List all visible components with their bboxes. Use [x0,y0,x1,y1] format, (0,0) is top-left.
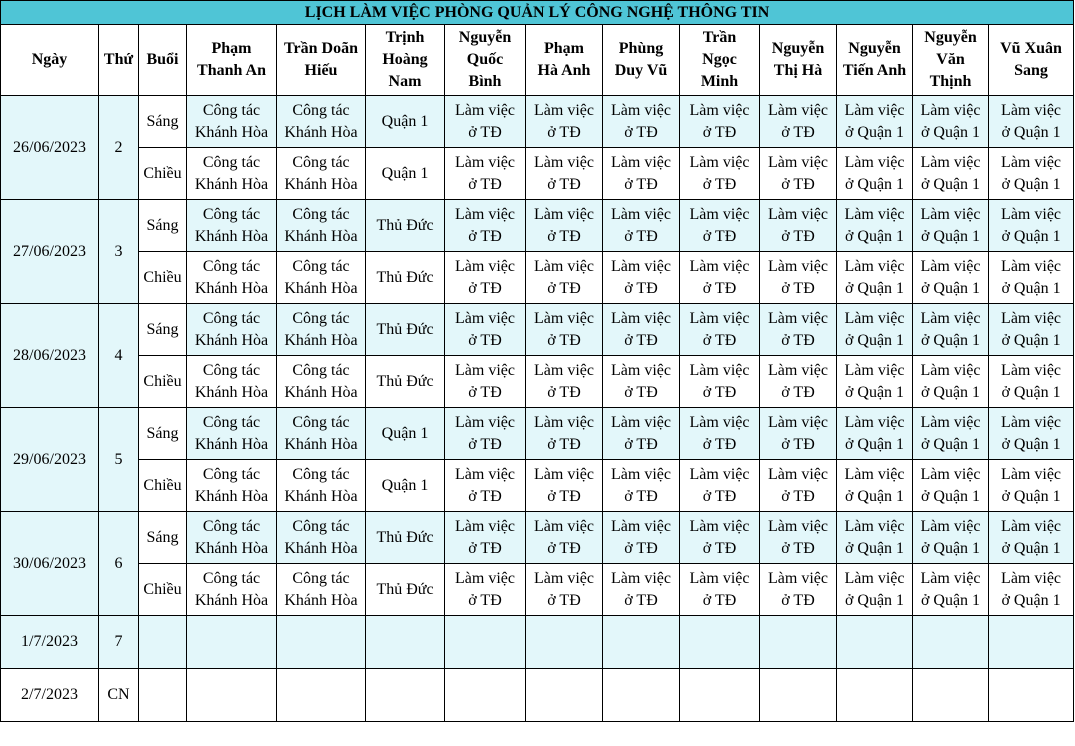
schedule-cell[interactable]: Làm việc ở TĐ [526,200,603,252]
schedule-cell[interactable]: Làm việc ở TĐ [680,252,760,304]
schedule-cell[interactable]: Làm việc ở TĐ [760,252,837,304]
empty-cell[interactable] [760,669,837,722]
schedule-cell[interactable]: Làm việc ở Quận 1 [837,252,913,304]
schedule-cell[interactable]: Làm việc ở TĐ [760,408,837,460]
schedule-cell[interactable]: Làm việc ở TĐ [680,200,760,252]
empty-cell[interactable] [837,616,913,669]
weekday-cell[interactable]: 7 [99,616,139,669]
empty-cell[interactable] [445,616,526,669]
table-row [1,356,1074,408]
table-row [1,304,1074,356]
table-row [1,200,1074,252]
schedule-cell[interactable]: Công tác Khánh Hòa [187,304,277,356]
empty-cell[interactable] [989,669,1074,722]
schedule-cell[interactable]: Công tác Khánh Hòa [187,512,277,564]
schedule-cell[interactable]: Làm việc ở Quận 1 [989,200,1074,252]
schedule-cell[interactable]: Thủ Đức [366,512,445,564]
header-staff[interactable]: Phùng Duy Vũ [603,25,680,96]
schedule-cell[interactable]: Làm việc ở TĐ [445,356,526,408]
schedule-cell[interactable]: Làm việc ở TĐ [680,148,760,200]
schedule-cell[interactable]: Làm việc ở Quận 1 [989,356,1074,408]
weekday-cell[interactable]: 4 [99,304,139,408]
schedule-cell[interactable]: Làm việc ở Quận 1 [837,408,913,460]
schedule-cell[interactable]: Làm việc ở Quận 1 [837,148,913,200]
session-cell[interactable]: Sáng [139,96,187,148]
empty-cell[interactable] [603,669,680,722]
empty-cell[interactable] [139,669,187,722]
schedule-cell[interactable]: Thủ Đức [366,252,445,304]
schedule-cell[interactable]: Thủ Đức [366,304,445,356]
schedule-cell[interactable]: Công tác Khánh Hòa [187,148,277,200]
schedule-cell[interactable]: Làm việc ở TĐ [760,460,837,512]
schedule-cell[interactable]: Làm việc ở Quận 1 [913,512,989,564]
empty-cell[interactable] [366,669,445,722]
session-cell[interactable]: Chiều [139,356,187,408]
table-row [1,669,1074,722]
weekday-cell[interactable]: 2 [99,96,139,200]
empty-cell[interactable] [680,669,760,722]
header-thu[interactable]: Thứ [99,25,139,96]
schedule-cell[interactable]: Công tác Khánh Hòa [277,408,366,460]
schedule-cell[interactable]: Công tác Khánh Hòa [187,200,277,252]
schedule-cell[interactable]: Làm việc ở TĐ [680,512,760,564]
schedule-cell[interactable]: Làm việc ở Quận 1 [837,460,913,512]
schedule-cell[interactable]: Làm việc ở Quận 1 [913,252,989,304]
schedule-cell[interactable]: Làm việc ở TĐ [680,96,760,148]
schedule-cell[interactable]: Làm việc ở TĐ [445,408,526,460]
schedule-cell[interactable]: Công tác Khánh Hòa [277,512,366,564]
session-cell[interactable]: Chiều [139,564,187,616]
empty-cell[interactable] [603,616,680,669]
schedule-cell[interactable]: Công tác Khánh Hòa [277,356,366,408]
schedule-cell[interactable]: Công tác Khánh Hòa [277,200,366,252]
schedule-cell[interactable]: Làm việc ở TĐ [445,252,526,304]
session-cell[interactable]: Sáng [139,512,187,564]
schedule-cell[interactable]: Làm việc ở TĐ [760,96,837,148]
weekday-cell[interactable]: 3 [99,200,139,304]
weekday-cell[interactable]: 5 [99,408,139,512]
schedule-cell[interactable]: Làm việc ở Quận 1 [913,148,989,200]
schedule-cell[interactable]: Công tác Khánh Hòa [277,564,366,616]
schedule-cell[interactable]: Thủ Đức [366,200,445,252]
schedule-cell[interactable]: Làm việc ở TĐ [603,96,680,148]
empty-cell[interactable] [913,616,989,669]
schedule-cell[interactable]: Làm việc ở Quận 1 [989,512,1074,564]
schedule-cell[interactable]: Làm việc ở Quận 1 [837,96,913,148]
schedule-cell[interactable]: Làm việc ở TĐ [603,356,680,408]
schedule-cell[interactable]: Công tác Khánh Hòa [187,356,277,408]
schedule-cell[interactable]: Làm việc ở TĐ [603,200,680,252]
schedule-cell[interactable]: Làm việc ở Quận 1 [989,408,1074,460]
header-buoi[interactable]: Buổi [139,25,187,96]
empty-cell[interactable] [277,616,366,669]
date-cell[interactable]: 26/06/2023 [1,96,99,200]
sheet-title[interactable]: LỊCH LÀM VIỆC PHÒNG QUẢN LÝ CÔNG NGHỆ THÔNG TIN [1,1,1074,25]
date-cell[interactable]: 30/06/2023 [1,512,99,616]
header-staff[interactable]: Trần Doãn Hiếu [277,25,366,96]
schedule-cell[interactable]: Thủ Đức [366,564,445,616]
schedule-cell[interactable]: Làm việc ở TĐ [445,304,526,356]
session-cell[interactable]: Sáng [139,200,187,252]
date-cell[interactable]: 28/06/2023 [1,304,99,408]
schedule-cell[interactable]: Quận 1 [366,148,445,200]
table-row [1,148,1074,200]
header-staff[interactable]: Trần Ngọc Minh [680,25,760,96]
header-ngay[interactable]: Ngày [1,25,99,96]
session-cell[interactable]: Sáng [139,304,187,356]
schedule-cell[interactable]: Làm việc ở Quận 1 [837,304,913,356]
header-staff[interactable]: Nguyễn Văn Thịnh [913,25,989,96]
empty-cell[interactable] [760,616,837,669]
table-row [1,460,1074,512]
schedule-cell[interactable]: Công tác Khánh Hòa [187,96,277,148]
header-staff[interactable]: Nguyễn Tiến Anh [837,25,913,96]
schedule-cell[interactable]: Làm việc ở Quận 1 [913,96,989,148]
schedule-cell[interactable]: Làm việc ở TĐ [445,200,526,252]
schedule-cell[interactable]: Làm việc ở TĐ [603,460,680,512]
table-row [1,252,1074,304]
schedule-cell[interactable]: Làm việc ở TĐ [526,512,603,564]
schedule-cell[interactable]: Làm việc ở Quận 1 [989,252,1074,304]
schedule-cell[interactable]: Công tác Khánh Hòa [187,408,277,460]
empty-cell[interactable] [187,616,277,669]
schedule-cell[interactable]: Làm việc ở Quận 1 [837,356,913,408]
schedule-cell[interactable]: Làm việc ở TĐ [603,148,680,200]
schedule-cell[interactable]: Quận 1 [366,408,445,460]
weekday-cell[interactable]: CN [99,669,139,722]
header-row [1,25,1074,96]
empty-cell[interactable] [989,616,1074,669]
schedule-cell[interactable]: Làm việc ở TĐ [526,148,603,200]
empty-cell[interactable] [187,669,277,722]
schedule-cell[interactable]: Công tác Khánh Hòa [277,252,366,304]
schedule-cell[interactable]: Công tác Khánh Hòa [277,148,366,200]
header-staff[interactable]: Nguyễn Quốc Bình [445,25,526,96]
schedule-cell[interactable]: Thủ Đức [366,356,445,408]
empty-cell[interactable] [680,616,760,669]
schedule-cell[interactable]: Làm việc ở TĐ [526,252,603,304]
date-cell[interactable]: 29/06/2023 [1,408,99,512]
schedule-cell[interactable]: Làm việc ở TĐ [680,304,760,356]
schedule-cell[interactable]: Làm việc ở Quận 1 [989,304,1074,356]
schedule-cell[interactable]: Làm việc ở TĐ [526,460,603,512]
schedule-cell[interactable]: Làm việc ở Quận 1 [913,460,989,512]
schedule-body [1,96,1074,722]
schedule-cell[interactable]: Làm việc ở TĐ [760,304,837,356]
schedule-cell[interactable]: Làm việc ở Quận 1 [837,564,913,616]
schedule-cell[interactable]: Làm việc ở TĐ [603,512,680,564]
schedule-cell[interactable]: Làm việc ở TĐ [603,564,680,616]
empty-cell[interactable] [837,669,913,722]
table-row [1,616,1074,669]
header-staff[interactable]: Vũ Xuân Sang [989,25,1074,96]
schedule-cell[interactable]: Làm việc ở Quận 1 [989,148,1074,200]
header-staff[interactable]: Nguyễn Thị Hà [760,25,837,96]
schedule-cell[interactable]: Công tác Khánh Hòa [187,564,277,616]
schedule-cell[interactable]: Làm việc ở TĐ [526,356,603,408]
schedule-cell[interactable]: Làm việc ở TĐ [680,564,760,616]
session-cell[interactable]: Chiều [139,148,187,200]
schedule-cell[interactable]: Làm việc ở TĐ [526,304,603,356]
schedule-cell[interactable]: Công tác Khánh Hòa [277,460,366,512]
schedule-cell[interactable]: Làm việc ở Quận 1 [837,512,913,564]
empty-cell[interactable] [139,616,187,669]
empty-cell[interactable] [277,669,366,722]
schedule-cell[interactable]: Làm việc ở TĐ [526,408,603,460]
empty-cell[interactable] [366,616,445,669]
schedule-cell[interactable]: Làm việc ở TĐ [760,512,837,564]
schedule-cell[interactable]: Làm việc ở TĐ [526,564,603,616]
schedule-cell[interactable]: Làm việc ở TĐ [445,512,526,564]
schedule-cell[interactable]: Làm việc ở Quận 1 [837,200,913,252]
schedule-cell[interactable]: Công tác Khánh Hòa [277,304,366,356]
schedule-cell[interactable]: Làm việc ở Quận 1 [989,564,1074,616]
schedule-cell[interactable]: Làm việc ở TĐ [603,304,680,356]
schedule-cell[interactable]: Công tác Khánh Hòa [187,460,277,512]
schedule-cell[interactable]: Làm việc ở TĐ [680,356,760,408]
weekday-cell[interactable]: 6 [99,512,139,616]
session-cell[interactable]: Sáng [139,408,187,460]
session-cell[interactable]: Chiều [139,460,187,512]
schedule-cell[interactable]: Làm việc ở Quận 1 [989,460,1074,512]
schedule-cell[interactable]: Làm việc ở TĐ [760,564,837,616]
table-row [1,564,1074,616]
schedule-cell[interactable]: Làm việc ở TĐ [680,460,760,512]
table-row [1,408,1074,460]
header-staff[interactable]: Trịnh Hoàng Nam [366,25,445,96]
schedule-cell[interactable]: Làm việc ở TĐ [445,148,526,200]
schedule-cell[interactable]: Làm việc ở TĐ [680,408,760,460]
table-row [1,512,1074,564]
schedule-cell[interactable]: Làm việc ở Quận 1 [913,304,989,356]
schedule-cell[interactable]: Làm việc ở TĐ [760,356,837,408]
schedule-cell[interactable]: Làm việc ở Quận 1 [989,96,1074,148]
schedule-cell[interactable]: Làm việc ở Quận 1 [913,200,989,252]
schedule-cell[interactable]: Làm việc ở TĐ [445,96,526,148]
schedule-cell[interactable]: Làm việc ở Quận 1 [913,564,989,616]
schedule-cell[interactable]: Làm việc ở Quận 1 [913,408,989,460]
schedule-cell[interactable]: Làm việc ở TĐ [445,564,526,616]
schedule-cell[interactable]: Làm việc ở TĐ [760,200,837,252]
table-row [1,96,1074,148]
empty-cell[interactable] [526,616,603,669]
schedule-cell[interactable]: Làm việc ở TĐ [445,460,526,512]
header-staff[interactable]: Phạm Hà Anh [526,25,603,96]
schedule-cell[interactable]: Làm việc ở TĐ [526,96,603,148]
schedule-cell[interactable]: Quận 1 [366,460,445,512]
session-cell[interactable]: Chiều [139,252,187,304]
date-cell[interactable]: 2/7/2023 [1,669,99,722]
empty-cell[interactable] [445,669,526,722]
schedule-cell[interactable]: Làm việc ở TĐ [603,252,680,304]
empty-cell[interactable] [913,669,989,722]
schedule-cell[interactable]: Làm việc ở TĐ [760,148,837,200]
date-cell[interactable]: 27/06/2023 [1,200,99,304]
header-staff[interactable]: Phạm Thanh An [187,25,277,96]
schedule-cell[interactable]: Làm việc ở Quận 1 [913,356,989,408]
schedule-cell[interactable]: Làm việc ở TĐ [603,408,680,460]
empty-cell[interactable] [526,669,603,722]
schedule-cell[interactable]: Công tác Khánh Hòa [187,252,277,304]
schedule-cell[interactable]: Công tác Khánh Hòa [277,96,366,148]
schedule-cell[interactable]: Quận 1 [366,96,445,148]
date-cell[interactable]: 1/7/2023 [1,616,99,669]
